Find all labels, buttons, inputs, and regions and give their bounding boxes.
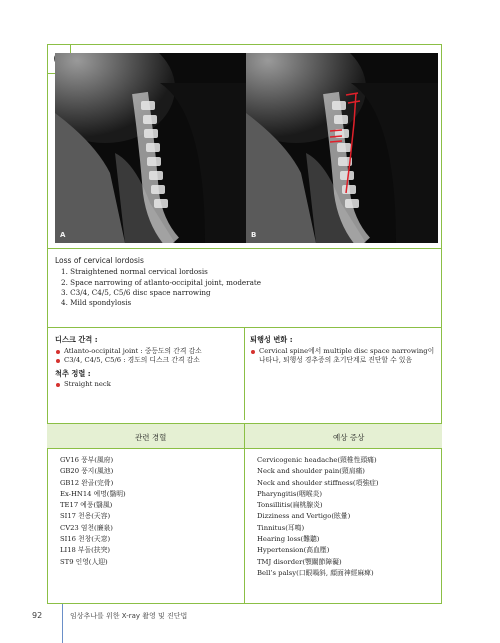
acupoint-item: ST9 인영(人迎)	[60, 557, 108, 566]
symptom-item: Hypertension(高血壓)	[257, 546, 330, 555]
acupoint-list	[60, 455, 240, 568]
spine-title: 척추 정렬 :	[55, 368, 91, 378]
acupoint-item: SI17 천용(天容)	[60, 512, 111, 521]
image-a-label: A	[60, 231, 66, 239]
acupoint-item: LI18 부돌(扶突)	[60, 546, 111, 555]
xray-image-b	[246, 53, 438, 243]
symptom-item: Bell’s palsy(口眼喎斜, 顔面神經麻痺)	[257, 568, 374, 577]
symptom-item: Pharyngitis(咽喉炎)	[257, 489, 323, 498]
right-column	[250, 335, 440, 366]
symptom-item: TMJ disorder(顎關節障礙)	[257, 557, 342, 566]
symptom-item: Neck and shoulder pain(頸肩痛)	[257, 467, 365, 476]
finding-item: 3. C3/4, C4/5, C5/6 disc space narrowing	[61, 287, 211, 297]
findings-title: Loss of cervical lordosis	[55, 256, 144, 265]
finding-item: 1. Straightened normal cervical lordosis	[61, 267, 208, 277]
symptom-item: Hearing loss(難聽)	[257, 535, 320, 544]
image-b-label: B	[251, 231, 257, 239]
symptom-item: Tinnitus(耳鳴)	[257, 523, 305, 532]
acupoint-item: Ex-HN14 예명(翳明)	[60, 489, 126, 498]
findings-section	[55, 256, 435, 308]
xray-image-a	[55, 53, 247, 243]
symptom-item: Cervicogenic headache(頸椎性頭痛)	[257, 456, 377, 464]
finding-item: 4. Mild spondylosis	[61, 298, 132, 308]
symptom-item: Tonsillitis(扁桃腺炎)	[257, 501, 323, 510]
acupoint-item: CV23 염천(廉泉)	[60, 523, 113, 532]
symptom-item: Neck and shoulder stiffness(項強症)	[257, 478, 379, 487]
table-column-divider	[244, 423, 245, 604]
symptom-list	[257, 455, 439, 579]
spine-item: Straight neck	[55, 380, 240, 390]
disc-title: 디스크 간격 :	[55, 335, 98, 344]
degeneration-line: Cervical spine에서 multiple disc space narrowing이	[250, 347, 440, 357]
acupoint-item: TE17 예풍(翳風)	[60, 501, 113, 510]
acupoint-item: GB20 풍지(風池)	[60, 467, 114, 476]
running-title: 임상추나를 위한 X-ray 촬영 및 진단법	[70, 612, 188, 620]
symptom-item: Dizziness and Vertigo(眩暈)	[257, 512, 351, 521]
degeneration-line-2: 나타나, 퇴행성 경추증의 초기단계로 진단할 수 있음	[259, 356, 413, 365]
degeneration-title: 퇴행성 변화 :	[250, 335, 293, 344]
left-column	[55, 335, 240, 390]
divider	[47, 248, 442, 249]
disc-item: C3/4, C4/5, C5/6 : 경도의 디스크 간격 감소	[55, 356, 240, 366]
xray-a-graphic	[55, 53, 247, 243]
page-number: 92	[32, 611, 43, 620]
disc-item: Atlanto-occipital joint : 중등도의 간격 감소	[55, 347, 240, 357]
acupoint-item: SI16 천창(天窓)	[60, 535, 111, 544]
acupoint-header: 관련 경혈	[135, 433, 167, 442]
footer-divider	[62, 604, 63, 643]
column-divider	[244, 327, 245, 420]
xray-b-graphic	[246, 53, 438, 243]
acupoint-item: GV16 풍부(風府)	[60, 456, 114, 464]
symptom-header: 예상 증상	[333, 433, 365, 442]
finding-item: 2. Space narrowing of atlanto-occipital joint, moderate	[61, 277, 262, 287]
acupoint-item: GB12 완골(完骨)	[60, 478, 114, 487]
